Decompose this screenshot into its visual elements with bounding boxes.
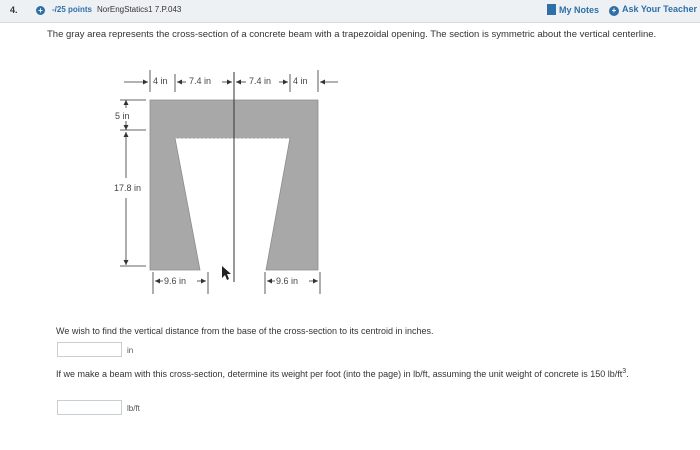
dim-arrowhead bbox=[201, 279, 206, 284]
my-notes-label: My Notes bbox=[559, 5, 600, 15]
dim-arrowhead bbox=[227, 80, 232, 85]
plus-circle-icon[interactable]: + bbox=[36, 6, 45, 15]
dim-label-9-6-right: 9.6 in bbox=[276, 276, 299, 286]
question-text: The gray area represents the cross-section of a concrete beam with a trapezoidal opening. The section is symmetric about the vertical centerline. bbox=[47, 29, 657, 40]
question-number: 4. bbox=[10, 5, 18, 15]
dim-arrowhead bbox=[124, 125, 129, 130]
centroid-answer-input[interactable] bbox=[57, 342, 122, 357]
dim-arrowhead bbox=[236, 80, 241, 85]
part1-unit: in bbox=[127, 346, 134, 355]
dim-arrowhead bbox=[155, 279, 160, 284]
part2-prompt-end: . bbox=[626, 369, 629, 379]
part2-prompt-sup: 3 bbox=[622, 368, 627, 375]
dim-arrowhead bbox=[124, 100, 129, 105]
dim-arrowhead bbox=[283, 80, 288, 85]
mouse-cursor-icon bbox=[222, 266, 231, 280]
points-label: -/25 points bbox=[52, 5, 93, 14]
dim-arrowhead bbox=[124, 260, 129, 265]
part2-unit: lb/ft bbox=[127, 404, 140, 413]
dim-arrowhead bbox=[313, 279, 318, 284]
dim-arrowhead bbox=[320, 80, 325, 85]
dim-arrowhead bbox=[267, 279, 272, 284]
ask-teacher-label: Ask Your Teacher bbox=[622, 4, 698, 14]
weight-answer-input[interactable] bbox=[57, 400, 122, 415]
dim-arrowhead bbox=[177, 80, 182, 85]
dim-label-9-6-left: 9.6 in bbox=[164, 276, 187, 286]
dim-label-4in-left: 4 in bbox=[153, 76, 168, 86]
question-id: NorEngStatics1 7.P.043 bbox=[97, 5, 182, 14]
dim-label-7-4-right: 7.4 in bbox=[249, 76, 272, 86]
plus-circle-icon: + bbox=[609, 6, 619, 16]
part1-prompt: We wish to find the vertical distance from the base of the cross-section to its centroid in inches. bbox=[56, 326, 434, 336]
dim-label-4in-right: 4 in bbox=[293, 76, 308, 86]
part2-prompt bbox=[56, 366, 681, 380]
dim-label-17-8in: 17.8 in bbox=[114, 183, 142, 193]
dim-label-7-4-left: 7.4 in bbox=[189, 76, 212, 86]
dim-arrowhead bbox=[143, 80, 148, 85]
dim-arrowhead bbox=[124, 132, 129, 137]
dim-label-5in: 5 in bbox=[115, 111, 130, 121]
part2-prompt-text: If we make a beam with this cross-section, determine its weight per foot (into the page) in lb/ft, assuming the unit weight of concrete is 150 lb/ft bbox=[56, 369, 623, 379]
